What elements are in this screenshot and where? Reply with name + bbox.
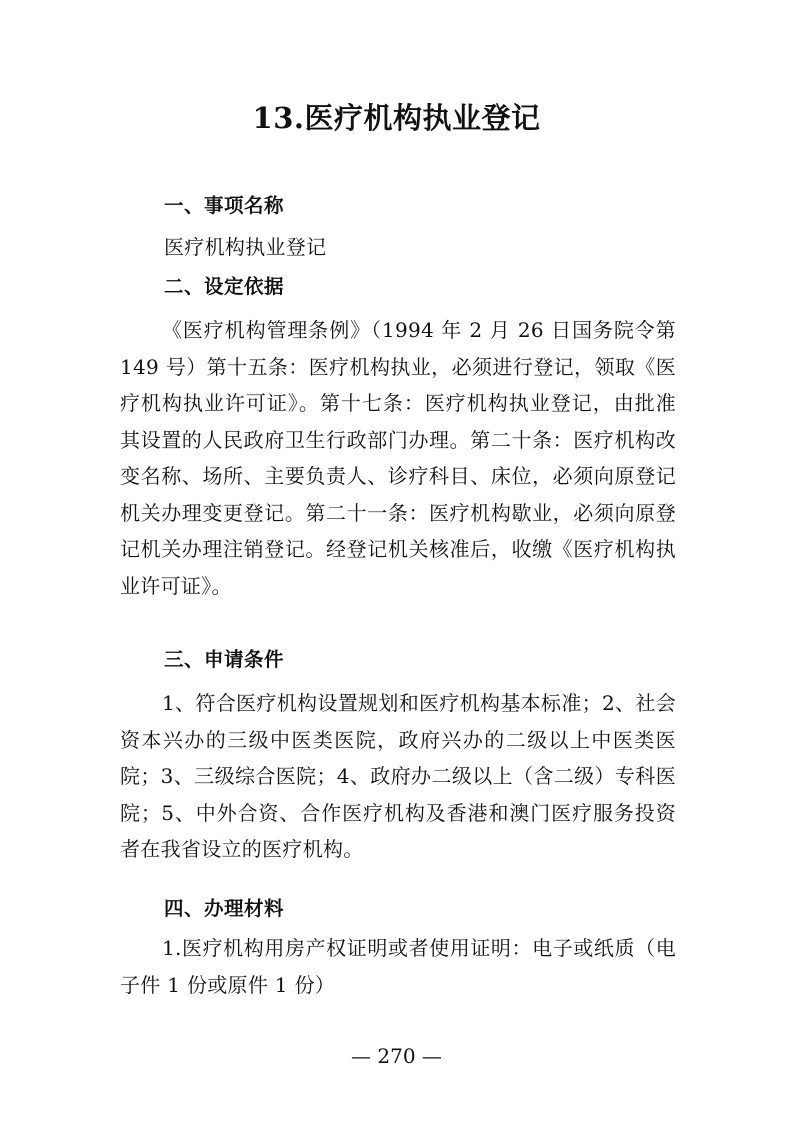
section-body-legal-basis: 《医疗机构管理条例》（1994 年 2 月 26 日国务院令第 149 号）第十五条：医疗机构执业，必须进行登记，领取《医疗机构执业许可证》。第十七条：医疗机构执业登记，由批准其设置的人民政府卫生行政部门办理。第二十条：医疗机构改变名称、场所、主要负责人、诊疗科目、床位，必须向原登记机关办理变更登记。第二十一条：医疗机构歇业，必须向原登记机关办理注销登记。经登记机关核准后，收缴《医疗机构执业许可证》。 — [120, 318, 676, 598]
section-body-item-name: 医疗机构执业登记 — [164, 235, 327, 259]
document-title: 13.医疗机构执业登记 — [252, 101, 541, 135]
section-body-application-conditions: 1、符合医疗机构设置规划和医疗机构基本标准；2、社会资本兴办的三级中医类医院，政府兴办的二级以上中医类医院；3、三级综合医院；4、政府办二级以上（含二级）专科医院；5、中外合资、合作医疗机构及香港和澳门医疗服务投资者在我省设立的医疗机构。 — [120, 691, 676, 861]
section-heading-application-conditions: 三、申请条件 — [164, 648, 285, 671]
page-number: — 270 — — [351, 1044, 442, 1068]
section-heading-required-materials: 四、办理材料 — [164, 897, 285, 920]
section-body-required-materials: 1.医疗机构用房产权证明或者使用证明：电子或纸质（电子件 1 份或原件 1 份） — [120, 936, 676, 997]
section-heading-legal-basis: 二、设定依据 — [164, 275, 285, 298]
section-heading-item-name: 一、事项名称 — [164, 194, 285, 217]
